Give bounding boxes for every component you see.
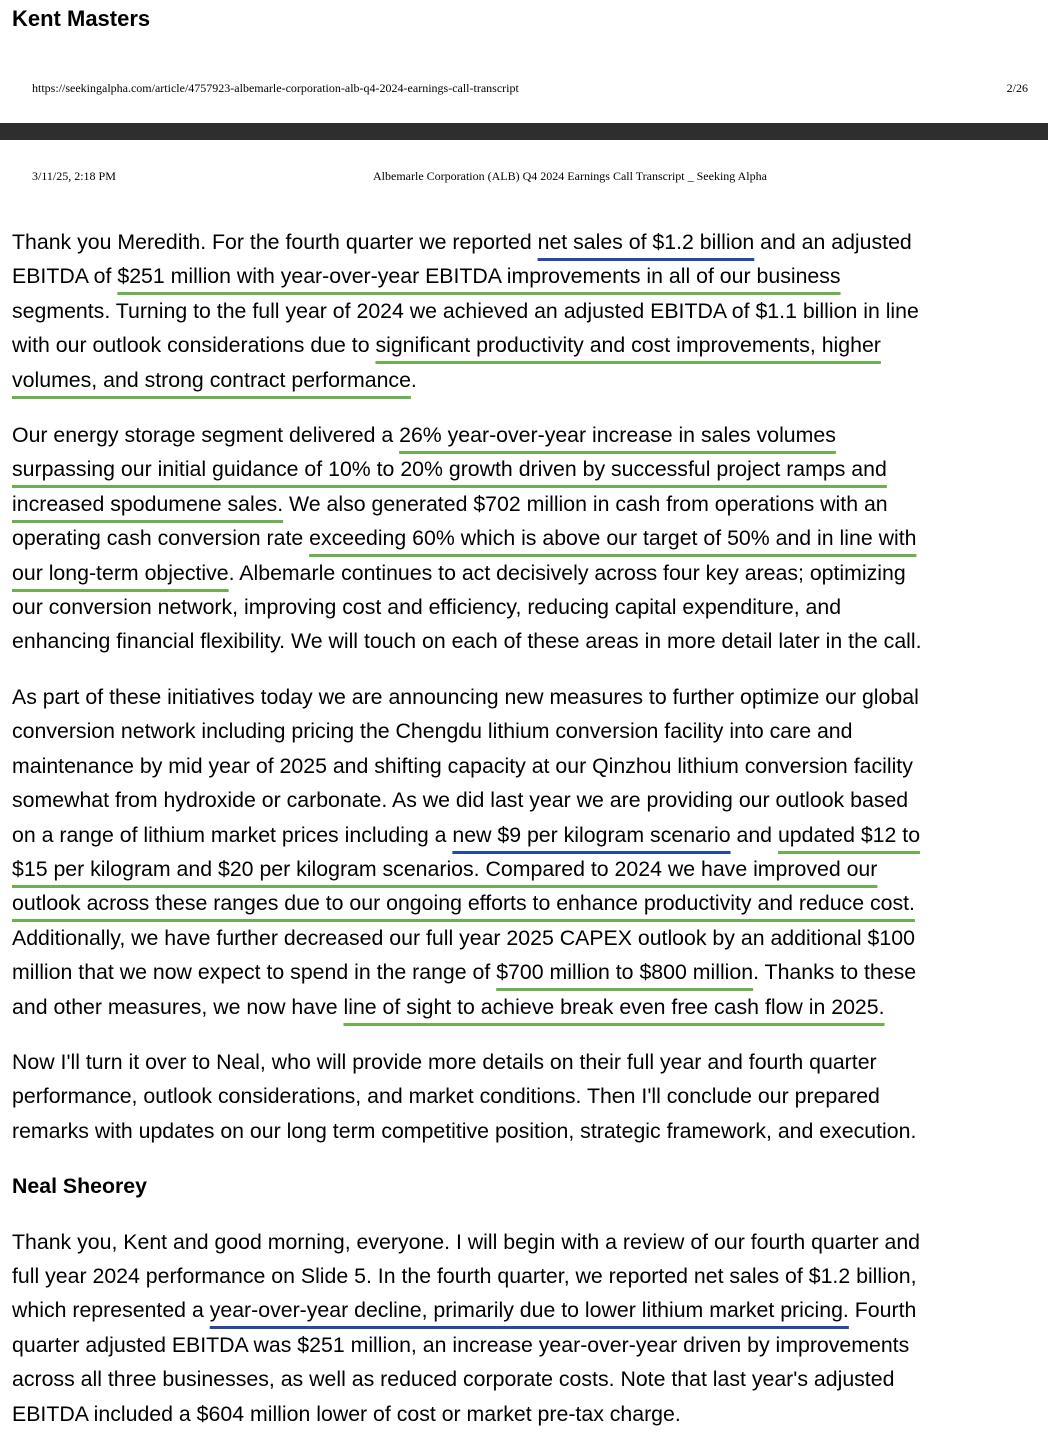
text-run: which represented a xyxy=(12,1298,210,1323)
text-run: performance, outlook considerations, and market conditions. Then I'll conclude our prepared xyxy=(12,1084,880,1109)
transcript-body xyxy=(12,225,1042,1452)
text-run: . Albemarle continues to act decisively across four key areas; optimizing xyxy=(228,560,906,585)
highlighted-phrase-green: updated $12 to xyxy=(777,822,921,847)
highlighted-phrase-green: $251 million with year-over-year EBITDA improvements in all of our business xyxy=(117,264,841,289)
text-run: with our outlook considerations due to xyxy=(12,333,376,358)
text-run: . Thanks to these xyxy=(753,960,917,985)
highlighted-phrase-blue: net sales of $1.2 billion xyxy=(537,230,755,254)
print-header-title: Albemarle Corporation (ALB) Q4 2024 Earnings Call Transcript _ Seeking Alpha xyxy=(373,169,767,183)
print-footer-page-number: 2/26 xyxy=(1006,81,1028,95)
highlighted-phrase-green: volumes, and strong contract performance xyxy=(12,367,411,392)
highlighted-phrase-green: $700 million to $800 million xyxy=(496,960,754,985)
text-run: our conversion network, improving cost and efficiency, reducing capital expenditure, and xyxy=(12,595,842,620)
text-run: Thank you Meredith. For the fourth quarter we reported xyxy=(12,230,538,254)
highlighted-phrase-green: line of sight to achieve break even free cash flow in 2025. xyxy=(343,994,885,1019)
text-run: maintenance by mid year of 2025 and shifting capacity at our Qinzhou lithium conversion facility xyxy=(12,753,913,778)
text-run: across all three businesses, as well as reduced corporate costs. Note that last year's adjusted xyxy=(12,1367,895,1392)
text-run: Our energy storage segment delivered a xyxy=(12,423,400,448)
print-footer-url: https://seekingalpha.com/article/4757923-albemarle-corporation-alb-q4-2024-earnings-call-transcript xyxy=(32,81,519,95)
text-run: somewhat from hydroxide or carbonate. As we did last year we are providing our outlook based xyxy=(12,788,909,813)
text-run: enhancing financial flexibility. We will touch on each of these areas in more detail later in the call. xyxy=(12,629,922,654)
text-run: conversion network including pricing the Chengdu lithium conversion facility into care and xyxy=(12,719,853,744)
text-run: Additionally, we have further decreased our full year 2025 CAPEX outlook by an additional $100 xyxy=(12,925,915,950)
highlighted-phrase-green: significant productivity and cost improvements, higher xyxy=(375,333,881,358)
page-break-bar xyxy=(0,123,1048,140)
transcript-paragraph xyxy=(12,225,1042,397)
text-run: operating cash conversion rate xyxy=(12,526,310,551)
text-run: and xyxy=(730,822,778,847)
transcript-paragraph xyxy=(12,418,1042,659)
text-run: As part of these initiatives today we are announcing new measures to further optimize our global xyxy=(12,684,919,709)
text-run: We also generated $702 million in cash from operations with an xyxy=(283,491,888,516)
highlighted-phrase-blue: year-over-year decline, primarily due to lower lithium market pricing. xyxy=(209,1298,849,1323)
text-run: Thank you, Kent and good morning, everyone. I will begin with a review of our fourth quarter and xyxy=(12,1229,921,1254)
speaker-name-kent: Kent Masters xyxy=(12,6,151,31)
text-run: on a range of lithium market prices including a xyxy=(12,822,453,847)
highlighted-phrase-green: surpassing our initial guidance of 10% to 20% growth driven by successful project ramps and xyxy=(12,457,887,482)
highlighted-phrase-green: 26% year-over-year increase in sales volumes xyxy=(399,423,836,448)
text-run: remarks with updates on our long term competitive position, strategic framework, and execution. xyxy=(12,1118,917,1143)
print-header-datetime: 3/11/25, 2:18 PM xyxy=(32,169,116,183)
transcript-paragraph xyxy=(12,1225,1042,1431)
transcript-paragraph xyxy=(12,680,1042,1024)
text-run: Fourth xyxy=(848,1298,917,1323)
text-run: and an adjusted xyxy=(754,230,912,254)
text-run: EBITDA included a $604 million lower of cost or market pre-tax charge. xyxy=(12,1401,681,1426)
speaker-name-neal: Neal Sheorey xyxy=(12,1174,147,1199)
highlighted-phrase-green: outlook across these ranges due to our ongoing efforts to enhance productivity and reduce cost. xyxy=(12,891,915,916)
text-run: full year 2024 performance on Slide 5. In the fourth quarter, we reported net sales of $1.2 billion, xyxy=(12,1263,917,1288)
text-run: and other measures, we now have xyxy=(12,994,344,1019)
highlighted-phrase-green: increased spodumene sales. xyxy=(12,491,284,516)
highlighted-phrase-green: exceeding 60% which is above our target of 50% and in line with xyxy=(309,526,917,551)
text-run: EBITDA of xyxy=(12,264,118,289)
text-run: segments. Turning to the full year of 2024 we achieved an adjusted EBITDA of $1.1 billion in line xyxy=(12,298,919,323)
text-run: Now I'll turn it over to Neal, who will provide more details on their full year and fourth quarter xyxy=(12,1049,877,1074)
text-run: quarter adjusted EBITDA was $251 million, an increase year-over-year driven by improvements xyxy=(12,1332,910,1357)
highlighted-phrase-green: $15 per kilogram and $20 per kilogram scenarios. Compared to 2024 we have improved our xyxy=(12,856,878,881)
highlighted-phrase-green: our long-term objective xyxy=(12,560,229,585)
text-run: . xyxy=(410,367,417,392)
text-run: million that we now expect to spend in the range of xyxy=(12,960,497,985)
transcript-paragraph xyxy=(12,1045,1042,1148)
highlighted-phrase-blue: new $9 per kilogram scenario xyxy=(452,822,731,847)
